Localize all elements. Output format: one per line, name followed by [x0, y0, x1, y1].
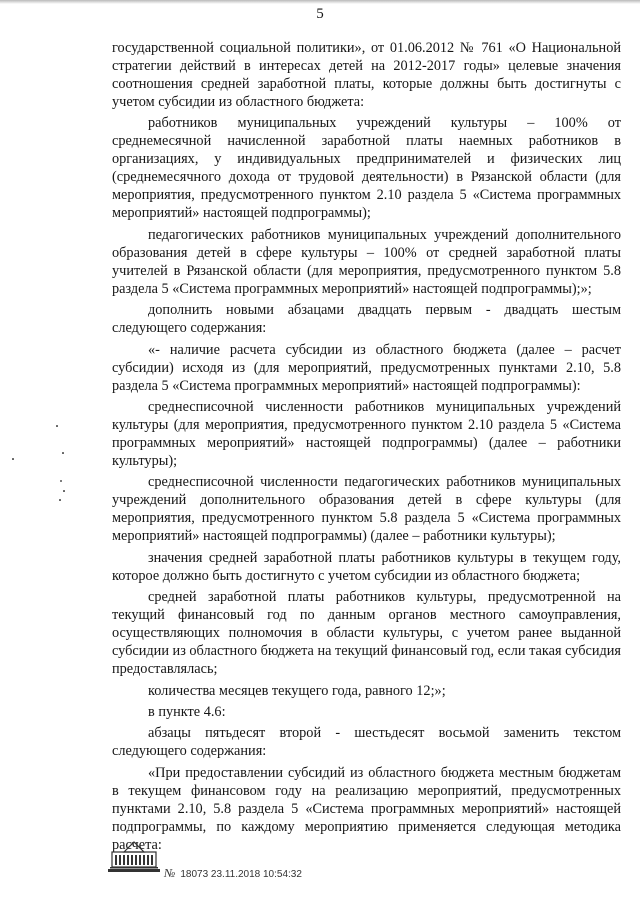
- paragraph: среднесписочной численности педагогических работников муниципальных учреждений дополнительного образования детей в сфере культуры (для мероприятия, предусмотренного пунктом 5.8 раздела 5 «Система программных мероприятий» настоящей подпрограммы) (далее – работники культуры);: [112, 474, 621, 545]
- page-number: 5: [316, 6, 324, 22]
- registration-stamp: [164, 866, 302, 881]
- paragraph: абзацы пятьдесят второй - шестьдесят восьмой заменить текстом следующего содержания:: [112, 725, 621, 760]
- building-emblem-icon: [106, 840, 162, 874]
- paragraph: значения средней заработной платы работников культуры в текущем году, которое должно быть достигнуто с учетом субсидии из областного бюджета;: [112, 549, 621, 584]
- paragraph: средней заработной платы работников культуры, предусмотренной на текущий финансовый год по данным органов местного самоуправления, осуществляющих полномочия в области культуры, с учетом ранее выданной субсидии из областного бюджета на текущий финансовый год, если такая субсидия предоставлялась;: [112, 589, 621, 678]
- registration-number-datetime: 18073 23.11.2018 10:54:32: [180, 869, 302, 880]
- paragraph: количества месяцев текущего года, равного 12;»;: [148, 682, 446, 699]
- paragraph: дополнить новыми абзацами двадцать первым - двадцать шестым следующего содержания:: [112, 302, 621, 337]
- paragraph: педагогических работников муниципальных учреждений дополнительного образования детей в сфере культуры – 100% от средней заработной платы учителей в Рязанской области (для мероприятия, предусмотренного пунктом 5.8 раздела 5 «Система программных мероприятий» настоящей подпрограммы);»;: [112, 226, 621, 297]
- document-body: [112, 39, 621, 857]
- paragraph: государственной социальной политики», от 01.06.2012 № 761 «О Национальной стратегии действий в интересах детей на 2012-2017 годы» целевые значения соотношения средней заработной платы, которые должны быть достигнуты с учетом субсидии из областного бюджета:: [112, 40, 621, 110]
- scan-top-edge: [0, 0, 640, 4]
- footer: [106, 834, 626, 884]
- paragraph: работников муниципальных учреждений культуры – 100% от среднемесячной начисленной заработной платы наемных работников в организациях, у индивидуальных предпринимателей и физических лиц (среднемесячного дохода от трудовой деятельности) в Рязанской области (для мероприятия, предусмотренного пунктом 2.10 раздела 5 «Система программных мероприятий» настоящей подпрограммы);: [112, 115, 621, 222]
- number-symbol: №: [164, 866, 176, 880]
- paragraph: среднесписочной численности работников муниципальных учреждений культуры (для мероприятия, предусмотренного пунктом 2.10 раздела 5 «Система программных мероприятий» настоящей подпрограммы) (далее – работники культуры);: [112, 398, 621, 469]
- paragraph: «- наличие расчета субсидии из областного бюджета (далее – расчет субсидии) исходя из (для мероприятий, предусмотренных пунктами 2.10, 5.8 раздела 5 «Система программных мероприятий» настоящей подпрограммы):: [112, 341, 621, 394]
- paragraph: «При предоставлении субсидий из областного бюджета местным бюджетам в текущем финансовом году на реализацию мероприятий, предусмотренных пунктами 2.10, 5.8 раздела 5 «Система программных мероприятий» настоящей подпрограммы, по каждому мероприятию применяется следующая методика расчета:: [112, 764, 621, 853]
- paragraph: в пункте 4.6:: [148, 703, 226, 720]
